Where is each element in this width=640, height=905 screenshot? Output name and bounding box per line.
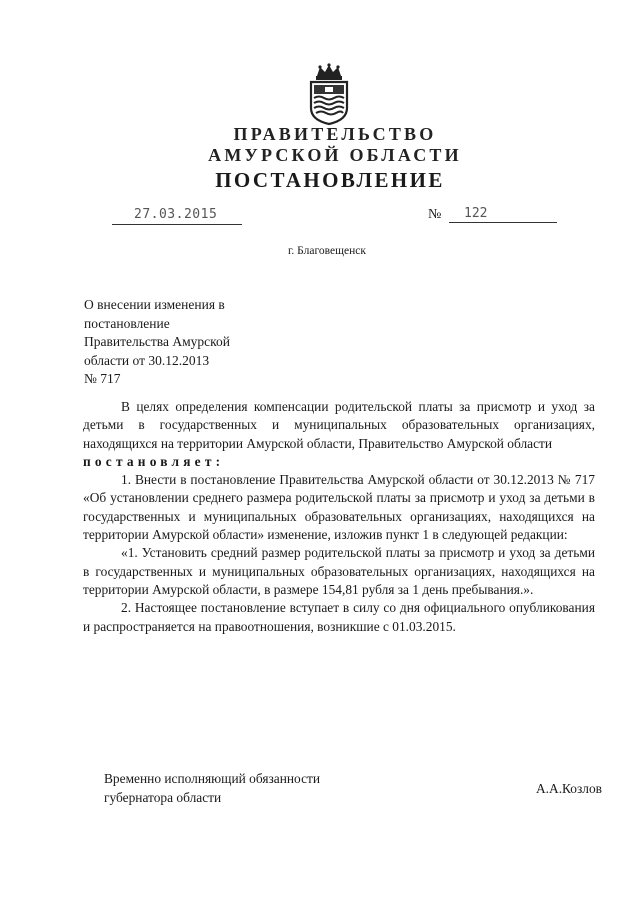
subject-line: О внесении изменения в bbox=[84, 297, 225, 312]
decides-keyword: постановляет: bbox=[83, 453, 225, 469]
signature-position-line: Временно исполняющий обязанности bbox=[104, 771, 321, 786]
number-underline bbox=[449, 222, 557, 223]
preamble-paragraph: В целях определения компенсации родительской платы за присмотр и уход за детьми в государственных и муниципальных образовательных организациях, находящихся на территории Амурской области, Правительство Амурской области bbox=[83, 399, 595, 451]
item-1-paragraph: 1. Внести в постановление Правительства Амурской области от 30.12.2013 № 717 «Об установлении среднего размера родительской платы за присмотр и уход за детьми в государственных и муниципальных образовательных организациях, находящихся на территории Амурской области» изменение, изложив пункт 1 в следующей редакции: bbox=[83, 472, 595, 543]
item-1-quote-paragraph: «1. Установить средний размер родительской платы за присмотр и уход за детьми в государственных и муниципальных образовательных организациях, находящихся на территории Амурской области, в размере 154,81 рубля за 1 день пребывания.». bbox=[83, 545, 595, 597]
coat-of-arms-emblem bbox=[305, 62, 353, 126]
signature-position-line: губернатора области bbox=[104, 789, 222, 805]
subject-line: области от 30.12.2013 bbox=[84, 352, 210, 368]
signature-position bbox=[104, 770, 320, 807]
document-body bbox=[83, 398, 595, 636]
city-label: г. Благовещенск bbox=[288, 245, 366, 257]
number-sign: № bbox=[428, 207, 442, 222]
document-subject bbox=[84, 296, 284, 389]
document-date: 27.03.2015 bbox=[134, 207, 218, 222]
subject-line: Правительства Амурской bbox=[84, 334, 230, 349]
organization-line-1: ПРАВИТЕЛЬСТВО bbox=[233, 124, 437, 144]
item-2-paragraph: 2. Настоящее постановление вступает в силу со дня официального опубликования и распространяется на правоотношения, возникшие с 01.03.2015. bbox=[83, 600, 595, 634]
document-type-title: ПОСТАНОВЛЕНИЕ bbox=[215, 168, 445, 192]
signatory-name: А.А.Козлов bbox=[536, 781, 602, 796]
subject-line: № 717 bbox=[84, 371, 121, 386]
organization-line-2: АМУРСКОЙ ОБЛАСТИ bbox=[208, 145, 462, 165]
date-underline bbox=[112, 224, 242, 225]
document-number: 122 bbox=[464, 206, 488, 221]
subject-line: постановление bbox=[84, 315, 170, 331]
